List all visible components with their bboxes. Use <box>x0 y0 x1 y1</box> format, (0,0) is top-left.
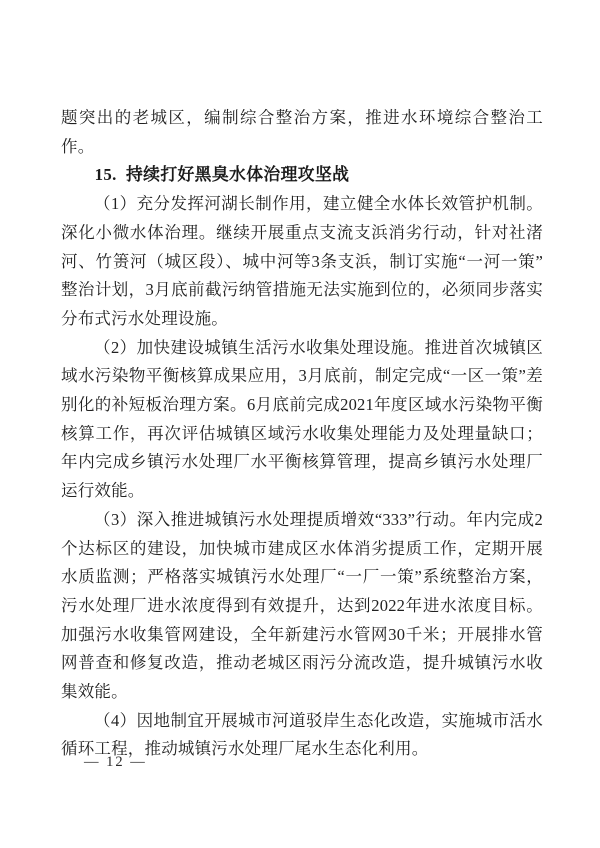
paragraph-3: （3）深入推进城镇污水处理提质增效“333”行动。年内完成2个达标区的建设，加快城市建成区水体消劣提质工作，定期开展水质监测；严格落实城镇污水处理厂“一厂一策”系统整治方案，污水处理厂进水浓度得到有效提升，达到2022年进水浓度目标。加强污水收集管网建设，全年新建污水管网30千米；开展排水管网普查和修复改造，推动老城区雨污分流改造，提升城镇污水收集效能。 <box>61 509 543 702</box>
paragraph-2: （2）加快建设城镇生活污水收集处理设施。推进首次城镇区域水污染物平衡核算成果应用，3月底前，制定完成“一区一策”差别化的补短板治理方案。6月底前完成2021年度区域水污染物平衡核算工作，再次评估城镇区域污水收集处理能力及处理量缺口；年内完成乡镇污水处理厂水平衡核算管理，提高乡镇污水处理厂运行效能。 <box>61 337 543 501</box>
section-heading: 15. 持续打好黑臭水体治理攻坚战 <box>94 165 350 185</box>
paragraph-4: （4）因地制宜开展城市河道驳岸生态化改造，实施城市活水循环工程，推动城镇污水处理厂尾水生态化利用。 <box>61 710 543 759</box>
document-body <box>61 104 543 764</box>
page-number: — 12 — <box>84 754 147 770</box>
paragraph-1: （1）充分发挥河湖长制作用，建立健全水体长效管护机制。深化小微水体治理。继续开展重点支流支浜消劣行动，针对社渚河、竹箦河（城区段）、城中河等3条支浜，制订实施“一河一策”整治计划，3月底前截污纳管措施无法实施到位的，必须同步落实分布式污水处理设施。 <box>61 194 543 328</box>
continuation-paragraph: 题突出的老城区，编制综合整治方案，推进水环境综合整治工作。 <box>61 108 543 156</box>
